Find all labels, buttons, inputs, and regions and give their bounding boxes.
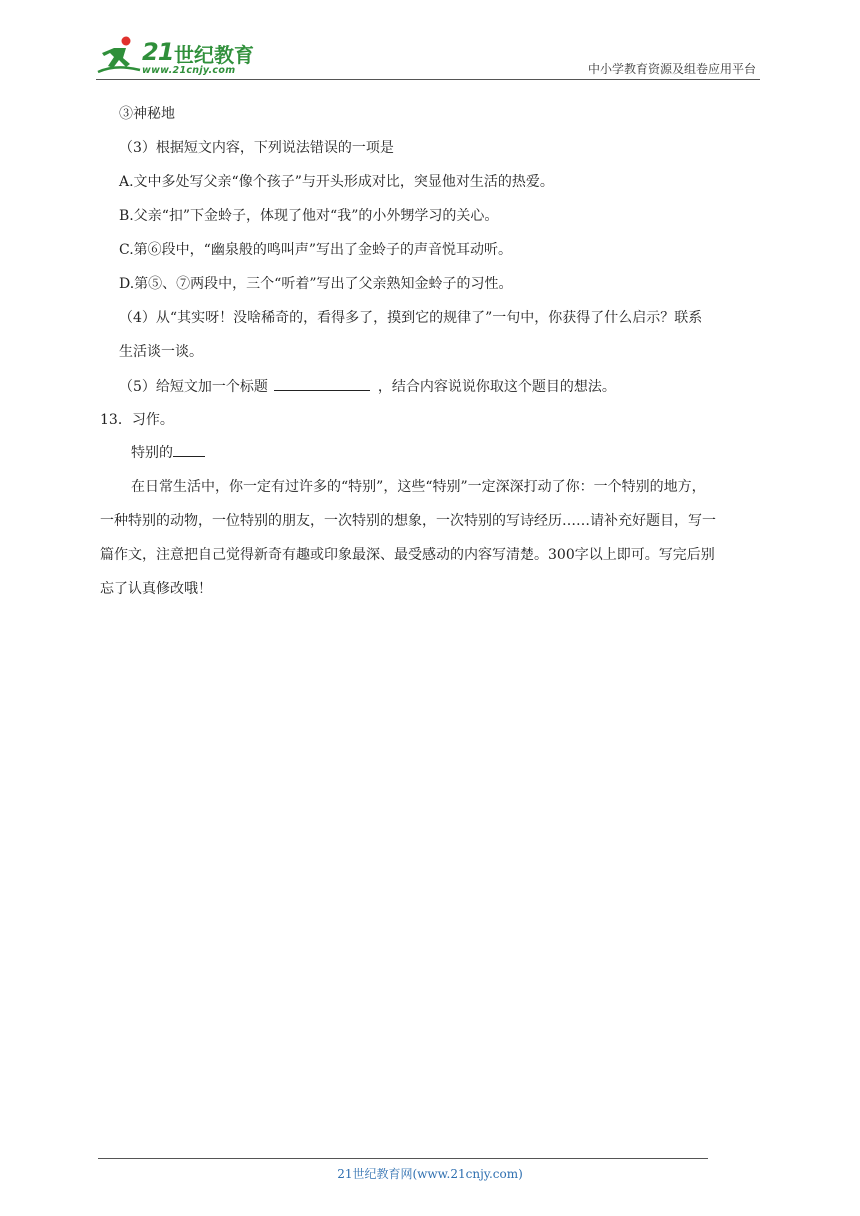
logo-number: 21 <box>142 38 174 66</box>
footer-divider <box>98 1158 708 1159</box>
page-header <box>96 34 760 80</box>
question-4-line-2: 生活谈一谈。 <box>119 344 203 360</box>
essay-prompt-line-1: 在日常生活中，你一定有过许多的“特别”，这些“特别”一定深深打动了你：一个特别的地方， <box>131 479 706 495</box>
logo <box>96 34 266 80</box>
option-3: ③神秘地 <box>119 106 175 122</box>
essay-prompt-line-4: 忘了认真修改哦！ <box>100 581 212 597</box>
question-13: 13．习作。 <box>100 412 174 428</box>
platform-title: 中小学教育资源及组卷应用平台 <box>587 62 756 76</box>
choice-b: B.父亲“扣”下金蛉子，体现了他对“我”的小外甥学习的关心。 <box>119 208 499 224</box>
question-5 <box>119 376 616 397</box>
runner-logo-icon <box>96 34 142 78</box>
header-divider <box>96 79 760 80</box>
question-5-suffix: ，结合内容说说你取这个题目的想法。 <box>377 379 616 395</box>
essay-prompt-line-3: 篇作文，注意把自己觉得新奇有趣或印象最深、最受感动的内容写清楚。300字以上即可。写完后别 <box>100 547 715 563</box>
essay-title-prefix: 特别的 <box>131 445 173 461</box>
essay-prompt-line-2: 一种特别的动物，一位特别的朋友，一次特别的想象，一次特别的写诗经历……请补充好题目，写一 <box>100 513 716 529</box>
question-4-line-1: （4）从“其实呀！没啥稀奇的，看得多了，摸到它的规律了”一句中，你获得了什么启示？联系 <box>119 310 703 326</box>
footer-text: 21世纪教育网(www.21cnjy.com) <box>337 1167 523 1181</box>
essay-title-blank[interactable] <box>173 442 205 457</box>
choice-a: A.文中多处写父亲“像个孩子”与开头形成对比，突显他对生活的热爱。 <box>119 174 554 190</box>
title-blank[interactable] <box>274 376 370 391</box>
question-5-prefix: （5）给短文加一个标题 <box>119 379 268 395</box>
logo-text: 世纪教育 <box>174 43 254 67</box>
question-3: （3）根据短文内容，下列说法错误的一项是 <box>119 140 394 156</box>
essay-title <box>131 442 205 463</box>
logo-url: www.21cnjy.com <box>142 65 236 76</box>
choice-d: D.第⑤、⑦两段中，三个“听着”写出了父亲熟知金蛉子的习性。 <box>119 276 513 292</box>
choice-c: C.第⑥段中，“幽泉般的鸣叫声”写出了金蛉子的声音悦耳动听。 <box>119 242 512 258</box>
